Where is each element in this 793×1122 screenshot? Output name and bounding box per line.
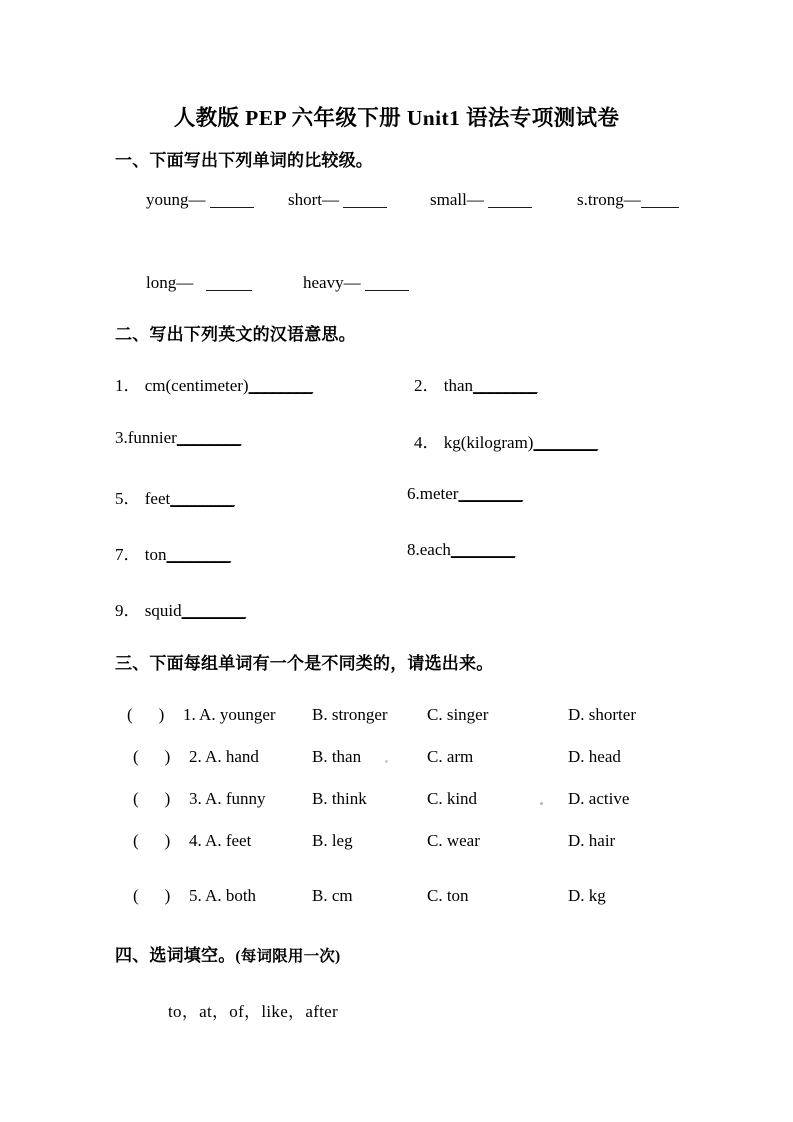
comparative-word-long: long— [146, 273, 194, 292]
comparative-item-heavy [303, 273, 409, 293]
translation-item-5 [115, 484, 234, 509]
item-number-8: 8. [407, 540, 420, 559]
choice-option-2c[interactable]: C. arm [427, 747, 474, 766]
item-number-1: 1． [115, 376, 141, 395]
item-word-2: than [443, 376, 474, 395]
item-number-3: 3. [115, 428, 128, 447]
choice-row-1 [127, 705, 667, 727]
choice-option-5a[interactable]: 5. A. both [189, 886, 257, 905]
comparative-item-short [288, 190, 387, 210]
comparative-word-young: young— [146, 190, 206, 209]
choice-option-4a[interactable]: 4. A. feet [189, 831, 252, 850]
comparative-item-long [146, 273, 252, 293]
item-number-6: 6. [407, 484, 420, 503]
item-number-5: 5． [115, 489, 141, 508]
item-word-7: ton [144, 545, 167, 564]
item-number-9: 9． [115, 601, 141, 620]
choice-option-3d[interactable]: D. active [568, 789, 630, 808]
item-number-2: 2． [414, 376, 440, 395]
choice-option-4c[interactable]: C. wear [427, 831, 480, 850]
scan-artifact-speck [385, 760, 388, 763]
section-4-heading-main: 四、选词填空。 [115, 946, 236, 965]
choice-option-2b[interactable]: B. than [312, 747, 362, 766]
answer-blank-8[interactable]: ________ [450, 540, 515, 559]
word-bank: to，at，of，like，after [168, 1002, 338, 1021]
comparative-item-strong [577, 190, 679, 210]
choice-option-5c[interactable]: C. ton [427, 886, 469, 905]
scan-artifact-speck [540, 802, 543, 805]
choice-option-1b[interactable]: B. stronger [312, 705, 388, 724]
item-word-1: cm(centimeter) [144, 376, 249, 395]
answer-blank-7[interactable]: ________ [166, 545, 231, 564]
choice-option-4d[interactable]: D. hair [568, 831, 616, 850]
translation-item-8 [407, 540, 515, 560]
comparative-word-small: small— [430, 190, 484, 209]
item-number-4: 4． [414, 433, 440, 452]
answer-bracket-5[interactable]: ( ) [133, 886, 171, 905]
section-1-heading: 一、下面写出下列单词的比较级。 [115, 151, 373, 170]
comparative-item-small [430, 190, 532, 210]
choice-row-3 [133, 789, 673, 811]
choice-option-5b[interactable]: B. cm [312, 886, 353, 905]
comparative-word-heavy: heavy— [303, 273, 361, 292]
answer-blank-long[interactable] [206, 290, 252, 291]
answer-bracket-2[interactable]: ( ) [133, 747, 171, 766]
choice-option-4b[interactable]: B. leg [312, 831, 353, 850]
item-word-4: kg(kilogram) [443, 433, 534, 452]
item-word-3: funnier [127, 428, 177, 447]
choice-option-5d[interactable]: D. kg [568, 886, 606, 905]
answer-blank-heavy[interactable] [365, 290, 409, 291]
answer-blank-9[interactable]: ________ [181, 601, 246, 620]
answer-blank-1[interactable]: ________ [248, 376, 313, 395]
answer-blank-short[interactable] [343, 207, 387, 208]
choice-option-2a[interactable]: 2. A. hand [189, 747, 259, 766]
choice-row-4 [133, 831, 673, 853]
answer-blank-2[interactable]: ________ [473, 376, 538, 395]
choice-option-1a[interactable]: 1. A. younger [183, 705, 276, 724]
item-word-6: meter [419, 484, 459, 503]
translation-item-3 [115, 428, 241, 448]
comparative-item-young [146, 190, 254, 210]
answer-blank-strong[interactable] [641, 207, 679, 208]
translation-item-6 [407, 484, 522, 504]
choice-option-2d[interactable]: D. head [568, 747, 621, 766]
translation-item-1 [115, 371, 313, 396]
page-title: 人教版 PEP 六年级下册 Unit1 语法专项测试卷 [173, 106, 620, 130]
translation-item-9 [115, 596, 246, 621]
answer-bracket-3[interactable]: ( ) [133, 789, 171, 808]
choice-option-3c[interactable]: C. kind [427, 789, 478, 808]
answer-blank-young[interactable] [210, 207, 254, 208]
choice-option-3a[interactable]: 3. A. funny [189, 789, 266, 808]
comparative-word-strong: s.trong— [577, 190, 641, 209]
answer-blank-6[interactable]: ________ [458, 484, 523, 503]
choice-option-1d[interactable]: D. shorter [568, 705, 636, 724]
answer-blank-small[interactable] [488, 207, 532, 208]
translation-item-2 [414, 371, 537, 396]
translation-item-4 [414, 428, 597, 453]
answer-blank-4[interactable]: ________ [533, 433, 598, 452]
choice-row-2 [133, 747, 673, 769]
answer-blank-3[interactable]: ________ [176, 428, 241, 447]
translation-item-7 [115, 540, 230, 565]
comparative-word-short: short— [288, 190, 339, 209]
section-3-heading: 三、下面每组单词有一个是不同类的，请选出来。 [115, 654, 494, 673]
choice-row-5 [133, 886, 673, 908]
section-4-heading-note: (每词限用一次) [235, 948, 341, 965]
section-4-heading [115, 941, 340, 966]
item-word-9: squid [144, 601, 182, 620]
section-2-heading: 二、写出下列英文的汉语意思。 [115, 325, 356, 344]
item-word-8: each [419, 540, 451, 559]
answer-bracket-4[interactable]: ( ) [133, 831, 171, 850]
item-word-5: feet [144, 489, 171, 508]
choice-option-1c[interactable]: C. singer [427, 705, 489, 724]
choice-option-3b[interactable]: B. think [312, 789, 367, 808]
answer-blank-5[interactable]: ________ [170, 489, 235, 508]
item-number-7: 7． [115, 545, 141, 564]
answer-bracket-1[interactable]: ( ) [127, 705, 165, 724]
